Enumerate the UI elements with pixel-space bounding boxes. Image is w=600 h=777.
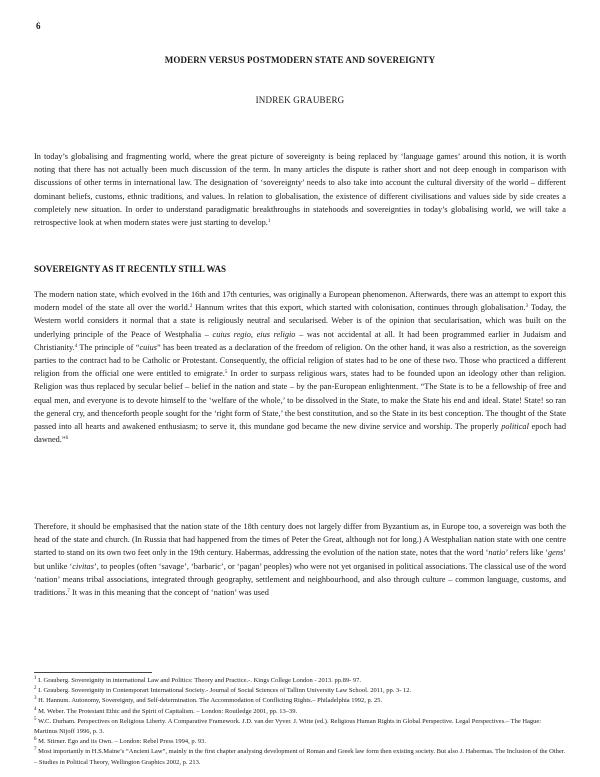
footnote-number: 5 xyxy=(34,716,37,722)
footnote-ref[interactable]: 4 xyxy=(74,343,78,349)
italic-phrase: cuius xyxy=(139,342,157,352)
footnote-ref[interactable]: 1 xyxy=(267,219,271,225)
footnote-ref[interactable]: 2 xyxy=(189,304,193,310)
footnote-text: Most importantly in H.S.Maine’s “Ancient Law”, mainly in the first chapter analysing development of Roman and Greek law form then existing society. But also J. Habermas. The Inclusion of the Other. – Studies in Political Theory, Wellington Graphics 2002, p. 213. xyxy=(34,748,566,766)
footnote xyxy=(34,747,566,767)
footnote xyxy=(34,676,566,686)
intro-paragraph xyxy=(34,150,566,229)
footnote-ref[interactable]: 5 xyxy=(224,370,228,376)
footnote-text: W.C. Durham. Perspectives on Religious Liberty. A Comparative Framework. J.D. van der Vyver. J. Witte (ed.). Religious Human Rights in Global Perspective. Legal Perspectives.– The Hague: Martinus Nijoff 1996, p. 3. xyxy=(34,717,542,736)
text-run: In order to surpass religious wars, states had to be founded upon an ideology other than religion. Religion was thus replaced by secular belief – belief in the nation and state – by the pan-European enlightenment. “The State is to be a fellowship of free and equal men, and everyone is to devote himself to the ‘welfare of the whole,’ to be dissolved in the State, to make the State his end and ideal. State! State! so ran the general cry, and thenceforth people sought for the ‘right form of State,’ the best constitution, and so the State in its best conception. The thought of the State passed into all hearts and awakened enthusiasm; to serve it, this mundane god became the new divine service and worship. The properly xyxy=(34,369,566,432)
text-run: ’ but unlike ‘ xyxy=(34,548,566,571)
intro-text: In today’s globalising and fragmenting world, where the great picture of sovereignty is being replaced by ‘language games’ around this notion, it is worth noting that there has not actually been much discussion of the term. In many articles the dispute is rather short and not deep enough in comparison with discussions of other terms in international law. The designation of ‘sovereignty’ needs to also take into account the cultural diversity of the world – different dominant beliefs, customs, ethnic traditions, and values. In relation to globalisation, the existence of different civilisations and values side by side creates a completely new situation. In order to understand paradigmatic breakthroughs in statehoods and sovereignties in today’s globalising world, we will take a retrospective look at when modern states were just starting to develop. xyxy=(34,152,566,228)
body-paragraph-3 xyxy=(34,520,566,599)
footnote xyxy=(34,737,566,747)
footnote-ref[interactable]: 7 xyxy=(67,589,70,595)
footnote-text: M. Stirner. Ego and its Own. – London: Rebel Press 1994, p. 93. xyxy=(36,738,207,746)
footnote-number: 1 xyxy=(34,676,37,681)
text-run: epoch had dawned.” xyxy=(34,422,566,445)
footnote-text: I. Grauberg. Sovereignity in international Law and Politics: Theory and Practice.-. Kings College London - 2013. pp.89- 97. xyxy=(36,677,362,684)
text-run: Hannum writes that this export, which started with colonisation, continues through globalisation. xyxy=(192,303,526,313)
footnote-number: 4 xyxy=(34,706,37,712)
footnote xyxy=(34,707,566,717)
text-run: ’, to peoples (often ‘savage’, ‘barbaric’, or ‘pagan’ peoples) who were not yet organised in political associations. The classical use of the word ‘nation’ means tribal associations, integrated through geography, settlement and neighbourhood, and also through culture – common language, customs, and traditions. xyxy=(34,561,566,598)
italic-phrase: cuius regio, eius religio xyxy=(212,329,296,339)
article-title: MODERN VERSUS POSTMODERN STATE AND SOVEREIGNTY xyxy=(164,55,436,65)
footnote xyxy=(34,686,566,696)
footnote-number: 6 xyxy=(34,737,37,743)
text-run: – was not accidental at all. It had been programmed earlier in Judaism and Christianity. xyxy=(34,329,566,352)
footnote-text: I. Grauberg. Sovereignity in Contemporart International Society.- Journal of Social Sciences of Tallinn University Law School. 2011, pp. 3- 12. xyxy=(36,687,412,695)
text-run: Today, the Western world considers it normal that a state is religiously neutral and secularised. Weber is of the opinion that secularisation, which was built on the underlying principle of the Peace of Westphalia – xyxy=(34,303,567,339)
section-heading: SOVEREIGNTY AS IT RECENTLY STILL WAS xyxy=(34,264,226,274)
italic-phrase: political xyxy=(501,422,529,432)
body-paragraph-2 xyxy=(34,288,566,446)
text-run: ” has been treated as a declaration of the freedom of religion. On the other hand, it was also a restriction, as the sovereign parties to the contract had to be Catholic or Protestant. Consequently, the official religion of states had to be one of these two. Those who practiced a different religion from the official one were entitled to emigrate. xyxy=(34,342,566,379)
footnote xyxy=(34,696,566,706)
text-run: It was in this meaning that the concept of ‘nation’ was used xyxy=(69,588,269,598)
text-run: Therefore, it should be emphasised that the nation state of the 18th century does not largely differ from Byzantium as, in Europe too, a sovereign was both the head of the state and church. (In Russia that had happened from the times of Peter the Great, although not for long.) A Westphalian nation state with one centre started to stand on its own two feet only in the 19th century. Habermas, addressing the evolution of the nation state, notes that the word ‘ xyxy=(34,522,566,558)
text-run: ’ refers like ‘ xyxy=(505,548,549,558)
article-author: INDREK GRAUBERG xyxy=(255,95,345,105)
text-run: The modern nation state, which evolved in the 16th and 17th centuries, was originally a European phenomenon. Afterwards, there was an attempt to export this modern model of the state all over the world. xyxy=(34,290,566,313)
footnote-ref[interactable]: 6 xyxy=(65,436,69,442)
footnote-text: M. Weber. The Protestant Ethic and the Spirit of Capitalism. – London: Routledge 2001, pp. 13–39. xyxy=(36,707,298,715)
footnote-number: 7 xyxy=(34,747,37,753)
footnote-ref[interactable]: 3 xyxy=(525,304,529,310)
footnote-number: 2 xyxy=(34,686,37,692)
text-run: The principle of “ xyxy=(77,342,140,352)
italic-phrase: gens xyxy=(548,548,564,558)
footnote-text: H. Hannum. Autonomy, Sovereignty, and Self-determination. The Accommodation of Conflicting Rights.– Philadelphia 1992, p. 25. xyxy=(36,697,383,705)
footnote xyxy=(34,717,566,737)
footnote-number: 3 xyxy=(34,696,37,702)
footnotes-section xyxy=(34,676,566,768)
italic-phrase: natio xyxy=(488,548,506,558)
page-number: 6 xyxy=(36,21,41,31)
footnote-divider xyxy=(34,672,152,673)
italic-phrase: civitas xyxy=(72,561,94,571)
